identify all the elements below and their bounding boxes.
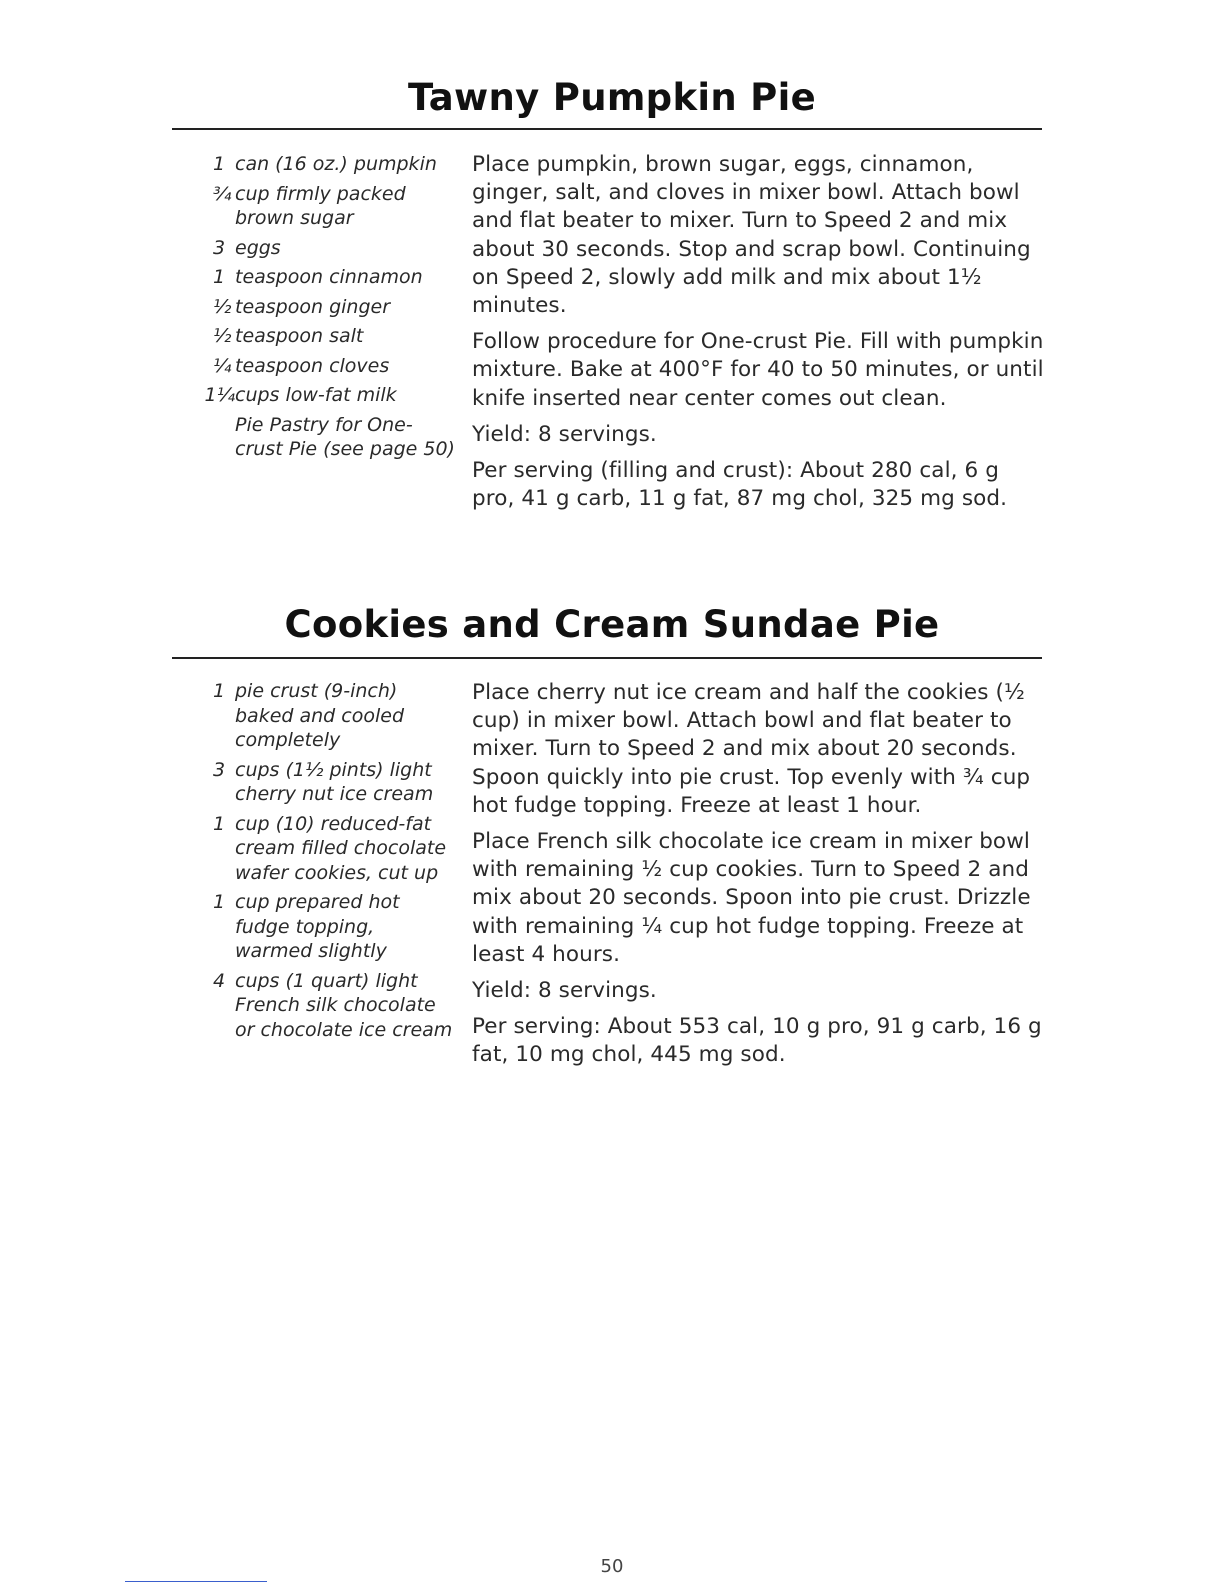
ingredient-item [190,413,455,462]
ingredient-qty: 1 [213,266,226,288]
ingredient-qty: ½ [213,325,232,347]
ingredient-item [190,679,455,753]
title-rule [172,128,1042,130]
ingredient-text: pie crust (9-inch) baked and cooled completely [235,680,405,751]
ingredient-qty: 1 [213,812,226,835]
ingredient-text: cup prepared hot fudge topping, warmed slightly [235,891,400,962]
nutrition-text: Per serving: About 553 cal, 10 g pro, 91 g carb, 16 g fat, 10 mg chol, 445 mg sod. [472,1014,1042,1068]
ingredient-item [190,324,455,349]
ingredient-item [190,295,455,320]
ingredient-text: cup (10) reduced-fat cream filled chocolate wafer cookies, cut up [235,812,447,884]
ingredient-item [190,354,455,379]
ingredient-qty: 1 [213,680,226,702]
ingredient-qty: ½ [213,295,232,318]
ingredient-text: cups low-fat milk [235,384,397,406]
ingredient-item [190,152,455,177]
ingredient-item [190,812,455,886]
ingredient-text: cup firmly packed brown sugar [235,182,406,229]
instruction-paragraph: Place cherry nut ice cream and half the cookies (½ cup) in mixer bowl. Attach bowl and flat beater to mixer. Turn to Speed 2 and mix about 20 seconds. Spoon quickly into pie crust. Top evenly with ¾ cup hot fudge topping. Freeze at least 1 hour. [472,680,1031,818]
ingredient-qty: 1 [213,891,226,913]
ingredient-qty: 3 [213,236,226,259]
recipe-title-sundae: Cookies and Cream Sundae Pie [284,603,940,646]
nutrition-text: Per serving (filling and crust): About 280 cal, 6 g pro, 41 g carb, 11 g fat, 87 mg chol, 325 mg sod. [472,458,1008,512]
ingredient-text: teaspoon ginger [235,295,391,318]
ingredient-text: Pie Pastry for One-crust Pie (see page 50) [235,413,455,460]
ingredient-item [190,969,455,1043]
ingredient-item [190,236,455,261]
ingredient-text: teaspoon salt [235,325,364,347]
ingredient-list-sundae [190,679,455,1047]
instructions-pumpkin [472,151,1047,521]
recipe-title-pumpkin: Tawny Pumpkin Pie [408,76,816,119]
title-rule [172,657,1042,659]
ingredient-list-pumpkin [190,152,455,467]
footer-line [125,1581,267,1582]
instruction-paragraph: Place French silk chocolate ice cream in mixer bowl with remaining ½ cup cookies. Turn to Speed 2 and mix about 20 seconds. Spoon into pie crust. Drizzle with remaining ¼ cup hot fudge topping. Freeze at least 4 hours. [472,829,1031,967]
ingredient-text: cups (1½ pints) light cherry nut ice cream [235,758,434,805]
ingredient-item [190,182,455,231]
ingredient-qty: 1¼ [204,384,235,406]
ingredient-item [190,890,455,964]
ingredient-qty: ¼ [213,354,232,377]
instructions-sundae [472,679,1047,1078]
ingredient-item [190,265,455,290]
ingredient-text: cups (1 quart) light French silk chocolate or chocolate ice cream [235,969,453,1041]
ingredient-qty: 4 [213,969,226,992]
ingredient-text: can (16 oz.) pumpkin [235,153,437,175]
instruction-paragraph: Place pumpkin, brown sugar, eggs, cinnamon, ginger, salt, and cloves in mixer bowl. Attach bowl and flat beater to mixer. Turn to Speed 2 and mix about 30 seconds. Stop and scrap bowl. Continuing on Speed 2, slowly add milk and mix about 1½ minutes. [472,152,1031,319]
page-number: 50 [600,1556,624,1577]
instruction-paragraph: Follow procedure for One-crust Pie. Fill with pumpkin mixture. Bake at 400°F for 40 to 50 minutes, or until knife inserted near center comes out clean. [472,329,1044,411]
ingredient-qty: 1 [213,153,226,175]
ingredient-text: teaspoon cloves [235,354,390,377]
ingredient-qty: 3 [213,758,226,781]
yield-text: Yield: 8 servings. [472,421,657,447]
ingredient-qty: ¾ [213,182,232,205]
ingredient-item [190,758,455,807]
ingredient-item [190,383,455,408]
ingredient-text: eggs [235,236,281,259]
ingredient-text: teaspoon cinnamon [235,266,423,288]
yield-text: Yield: 8 servings. [472,978,657,1004]
